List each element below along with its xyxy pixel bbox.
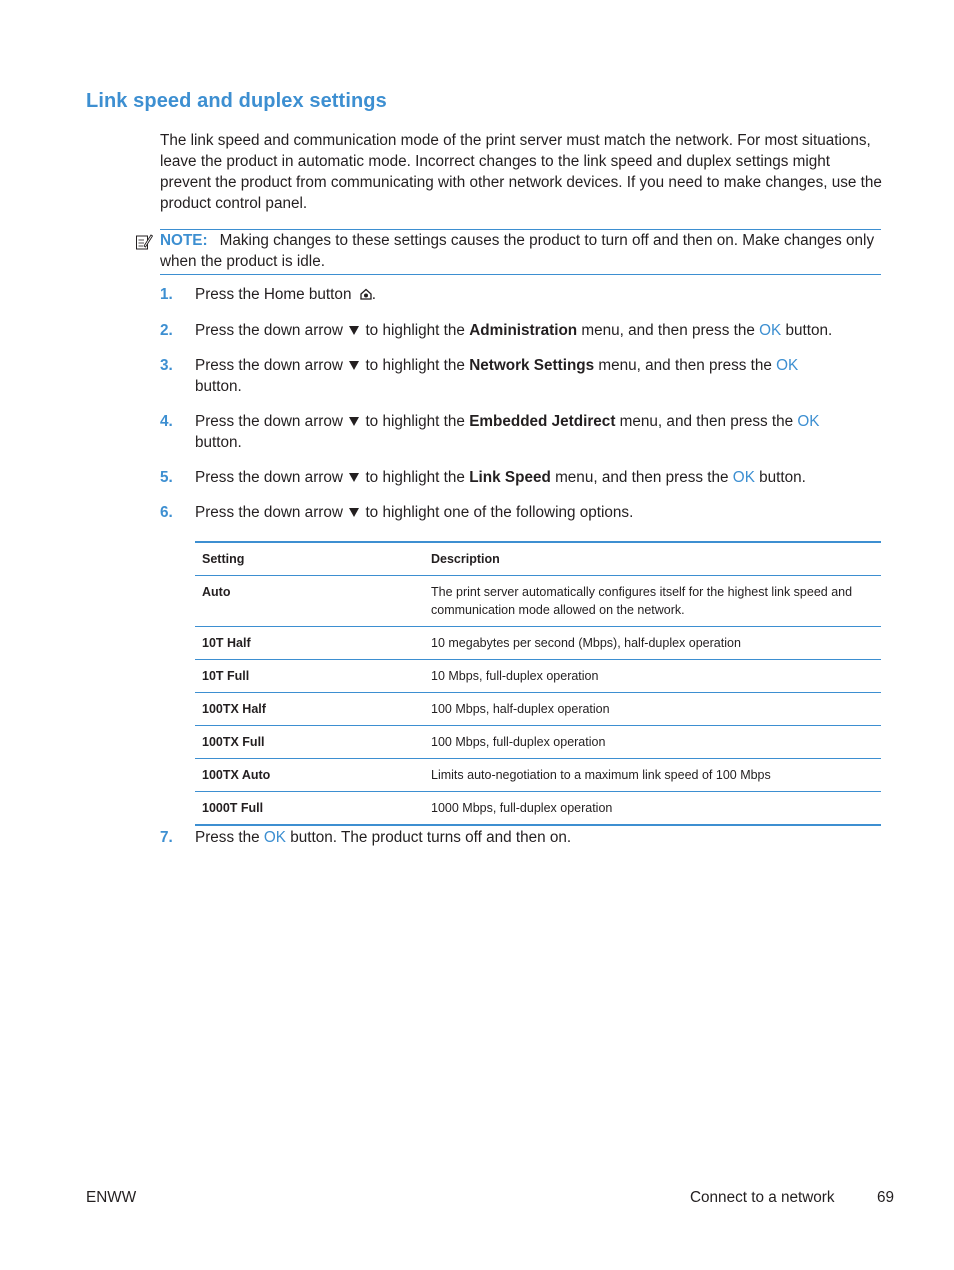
- step-text: Press the down arrow: [195, 413, 343, 430]
- step-text: button.: [785, 322, 833, 339]
- step-text: Press the down arrow: [195, 469, 343, 486]
- column-header-description: Description: [424, 542, 881, 576]
- footer-locale: ENWW: [86, 1189, 137, 1206]
- down-arrow-icon: [348, 506, 360, 518]
- step-item: [160, 411, 882, 453]
- step-text: to highlight the: [365, 469, 465, 486]
- column-header-setting: Setting: [195, 542, 424, 576]
- setting-name: 1000T Full: [202, 801, 264, 815]
- page-number: 69: [877, 1189, 895, 1206]
- setting-name: 100TX Auto: [195, 759, 424, 792]
- step-text: button.: [195, 378, 242, 395]
- note-label: NOTE:: [160, 232, 208, 249]
- table-row: [195, 576, 881, 627]
- table-row: [195, 792, 881, 826]
- setting-description: 1000 Mbps, full-duplex operation: [431, 801, 613, 815]
- table-row: [195, 726, 881, 759]
- down-arrow-icon: [348, 359, 360, 371]
- step-text: menu, and then press the: [598, 357, 772, 374]
- step-text: menu, and then press the: [555, 469, 729, 486]
- setting-name: Auto: [195, 576, 424, 627]
- setting-description: 10 megabytes per second (Mbps), half-duplex operation: [424, 627, 881, 660]
- step-text: menu, and then press the: [581, 322, 755, 339]
- step-text: Press the: [195, 829, 260, 846]
- section-heading: Link speed and duplex settings: [86, 90, 387, 112]
- step-text: to highlight the: [365, 357, 465, 374]
- step-number: 4.: [160, 413, 173, 430]
- note-pencil-icon: [135, 233, 153, 251]
- ok-button-label: OK: [263, 829, 286, 846]
- intro-paragraph: The link speed and communication mode of the print server must match the network. For most situations, leave the product in automatic mode. Incorrect changes to the link speed and duplex settings might prevent the product from communicating with other network devices. If you need to make changes, use the product control panel.: [160, 132, 882, 212]
- step-item: [160, 502, 882, 523]
- step-text: Press the down arrow: [195, 504, 343, 521]
- step-item: [160, 827, 882, 848]
- setting-description: 100 Mbps, full-duplex operation: [424, 726, 881, 759]
- step-text: button.: [759, 469, 806, 486]
- step-text: Press the Home button: [195, 286, 352, 303]
- step-text: to highlight the: [365, 413, 465, 430]
- down-arrow-icon: [348, 324, 360, 336]
- step-item: [160, 355, 882, 397]
- ok-button-label: OK: [776, 357, 799, 374]
- step-text: .: [371, 286, 376, 303]
- step-number: 6.: [160, 504, 173, 521]
- setting-name: 100TX Half: [195, 693, 424, 726]
- menu-name: Link Speed: [469, 469, 551, 486]
- step-item: [160, 284, 882, 305]
- note-box: [160, 229, 881, 275]
- step-number: 7.: [160, 829, 173, 846]
- ok-button-label: OK: [797, 413, 820, 430]
- step-text: to highlight one of the following options.: [365, 504, 634, 521]
- menu-name: Embedded Jetdirect: [469, 413, 616, 430]
- setting-description: Limits auto-negotiation to a maximum link speed of 100 Mbps: [424, 759, 881, 792]
- step-number: 1.: [160, 286, 173, 303]
- step-number: 2.: [160, 322, 173, 339]
- ok-button-label: OK: [759, 322, 782, 339]
- down-arrow-icon: [348, 471, 360, 483]
- table-row: [195, 759, 881, 792]
- note-text: Making changes to these settings causes the product to turn off and then on. Make changes only when the product is idle.: [160, 232, 875, 270]
- setting-name: 10T Full: [195, 660, 424, 693]
- setting-name: 100TX Full: [195, 726, 424, 759]
- footer-section-title: Connect to a network: [690, 1189, 835, 1206]
- home-icon: [360, 288, 372, 300]
- steps-list: [160, 284, 882, 523]
- table-row: [195, 660, 881, 693]
- table-header-row: [195, 542, 881, 576]
- setting-description: The print server automatically configures itself for the highest link speed and communication mode allowed on the network.: [424, 576, 881, 627]
- step-text: to highlight the: [365, 322, 465, 339]
- setting-description: 100 Mbps, half-duplex operation: [424, 693, 881, 726]
- setting-description: 10 Mbps, full-duplex operation: [424, 660, 881, 693]
- menu-name: Administration: [469, 322, 578, 339]
- step-number: 5.: [160, 469, 173, 486]
- down-arrow-icon: [348, 415, 360, 427]
- step-text: button.: [195, 434, 242, 451]
- step-text: menu, and then press the: [619, 413, 794, 430]
- step-text: Press the down arrow: [195, 357, 343, 374]
- setting-name: 10T Half: [195, 627, 424, 660]
- ok-button-label: OK: [732, 469, 755, 486]
- step-item: [160, 320, 882, 341]
- table-row: [195, 693, 881, 726]
- link-speed-settings-table: [195, 541, 881, 826]
- step-number: 3.: [160, 357, 173, 374]
- step-item: [160, 467, 882, 488]
- step-text: button. The product turns off and then on.: [290, 829, 572, 846]
- table-row: [195, 627, 881, 660]
- step-text: Press the down arrow: [195, 322, 343, 339]
- menu-name: Network Settings: [469, 357, 595, 374]
